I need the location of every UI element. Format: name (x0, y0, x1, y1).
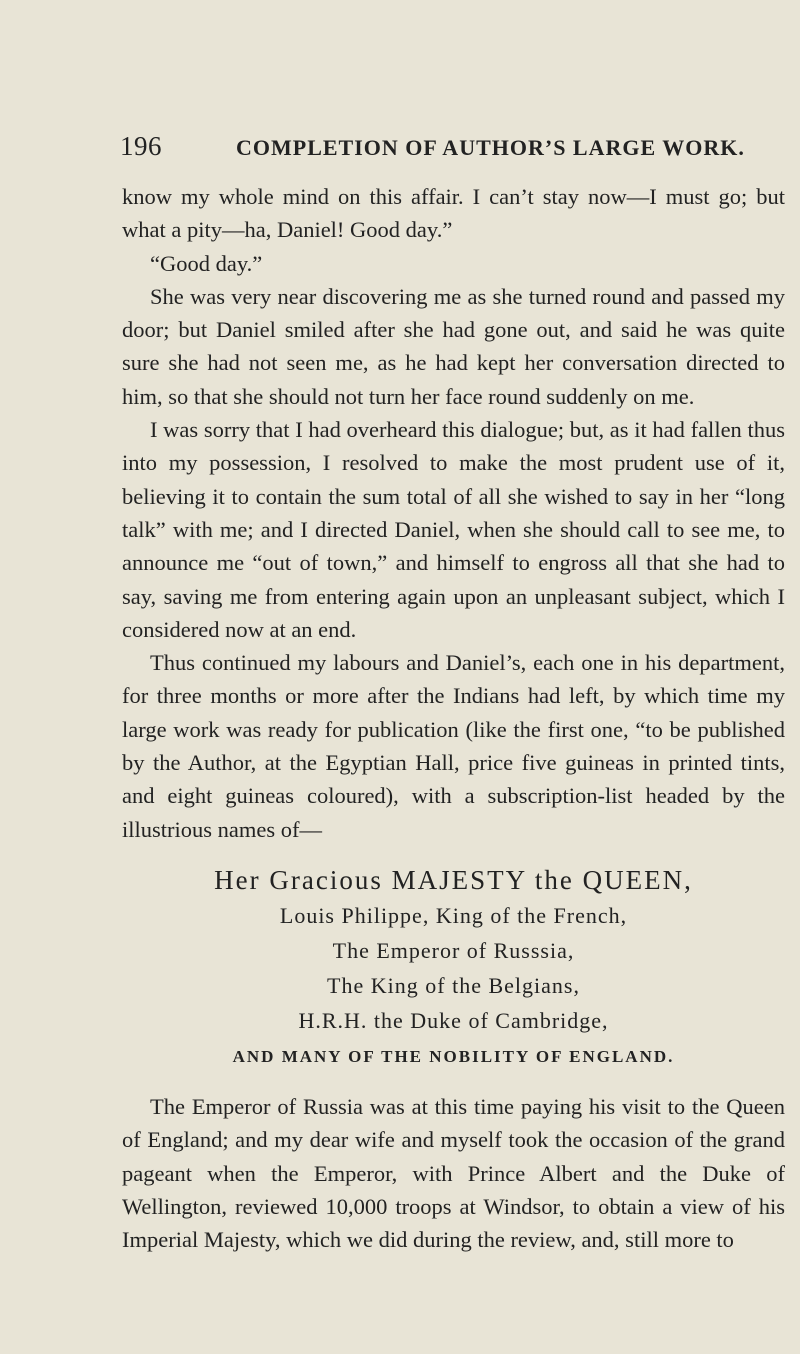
body-text-bottom (122, 1090, 785, 1256)
paragraph: I was sorry that I had overheard this dialogue; but, as it had fallen thus into my possession, I resolved to make the most prudent use of it, believing it to contain the sum total of all she wished to say in her “long talk” with me; and I directed Daniel, when she should call to see me, to announce me “out of town,” and himself to engross all that she had to say, saving me from entering again upon an unpleasant subject, which I considered now at an end. (122, 417, 785, 642)
page-number: 196 (120, 131, 162, 161)
subscriber-king-french: Louis Philippe, King of the French, (279, 903, 628, 928)
running-title: COMPLETION OF AUTHOR’S LARGE WORK. (236, 135, 745, 160)
subscription-list (122, 862, 785, 1076)
subscriber-queen: Her Gracious MAJESTY the QUEEN, (214, 865, 693, 895)
paragraph: The Emperor of Russia was at this time paying his visit to the Queen of England; and my dear wife and myself took the occasion of the grand pageant when the Emperor, with Prince Albert and the Duke of Wellington, reviewed 10,000 troops at Windsor, to obtain a view of his Imperial Majesty, which we did during the review, and, still more to (122, 1094, 785, 1253)
paragraph: Thus continued my labours and Daniel’s, each one in his department, for three months or more after the Indians had left, by which time my large work was ready for publication (like the first one, “to be published by the Author, at the Egyptian Hall, price five guineas in printed tints, and eight guineas coloured), with a subscription-list headed by the illustrious names of— (122, 650, 785, 842)
paragraph: “Good day.” (150, 250, 263, 276)
subscriber-duke-cambridge: H.R.H. the Duke of Cambridge, (298, 1008, 609, 1033)
body-text-top (122, 180, 785, 846)
subscriber-emperor-russia: The Emperor of Russsia, (332, 938, 575, 963)
subscriber-nobility: AND MANY OF THE NOBILITY OF ENGLAND. (232, 1047, 675, 1066)
running-header (120, 131, 770, 162)
subscriber-king-belgians: The King of the Belgians, (327, 973, 580, 998)
paragraph: She was very near discovering me as she turned round and passed my door; but Daniel smiled after she had gone out, and said he was quite sure she had not seen me, as he had kept her conversation directed to him, so that she should not turn her face round suddenly on me. (122, 283, 785, 409)
paragraph: know my whole mind on this affair. I can’t stay now—I must go; but what a pity—ha, Daniel! Good day.” (122, 184, 785, 243)
